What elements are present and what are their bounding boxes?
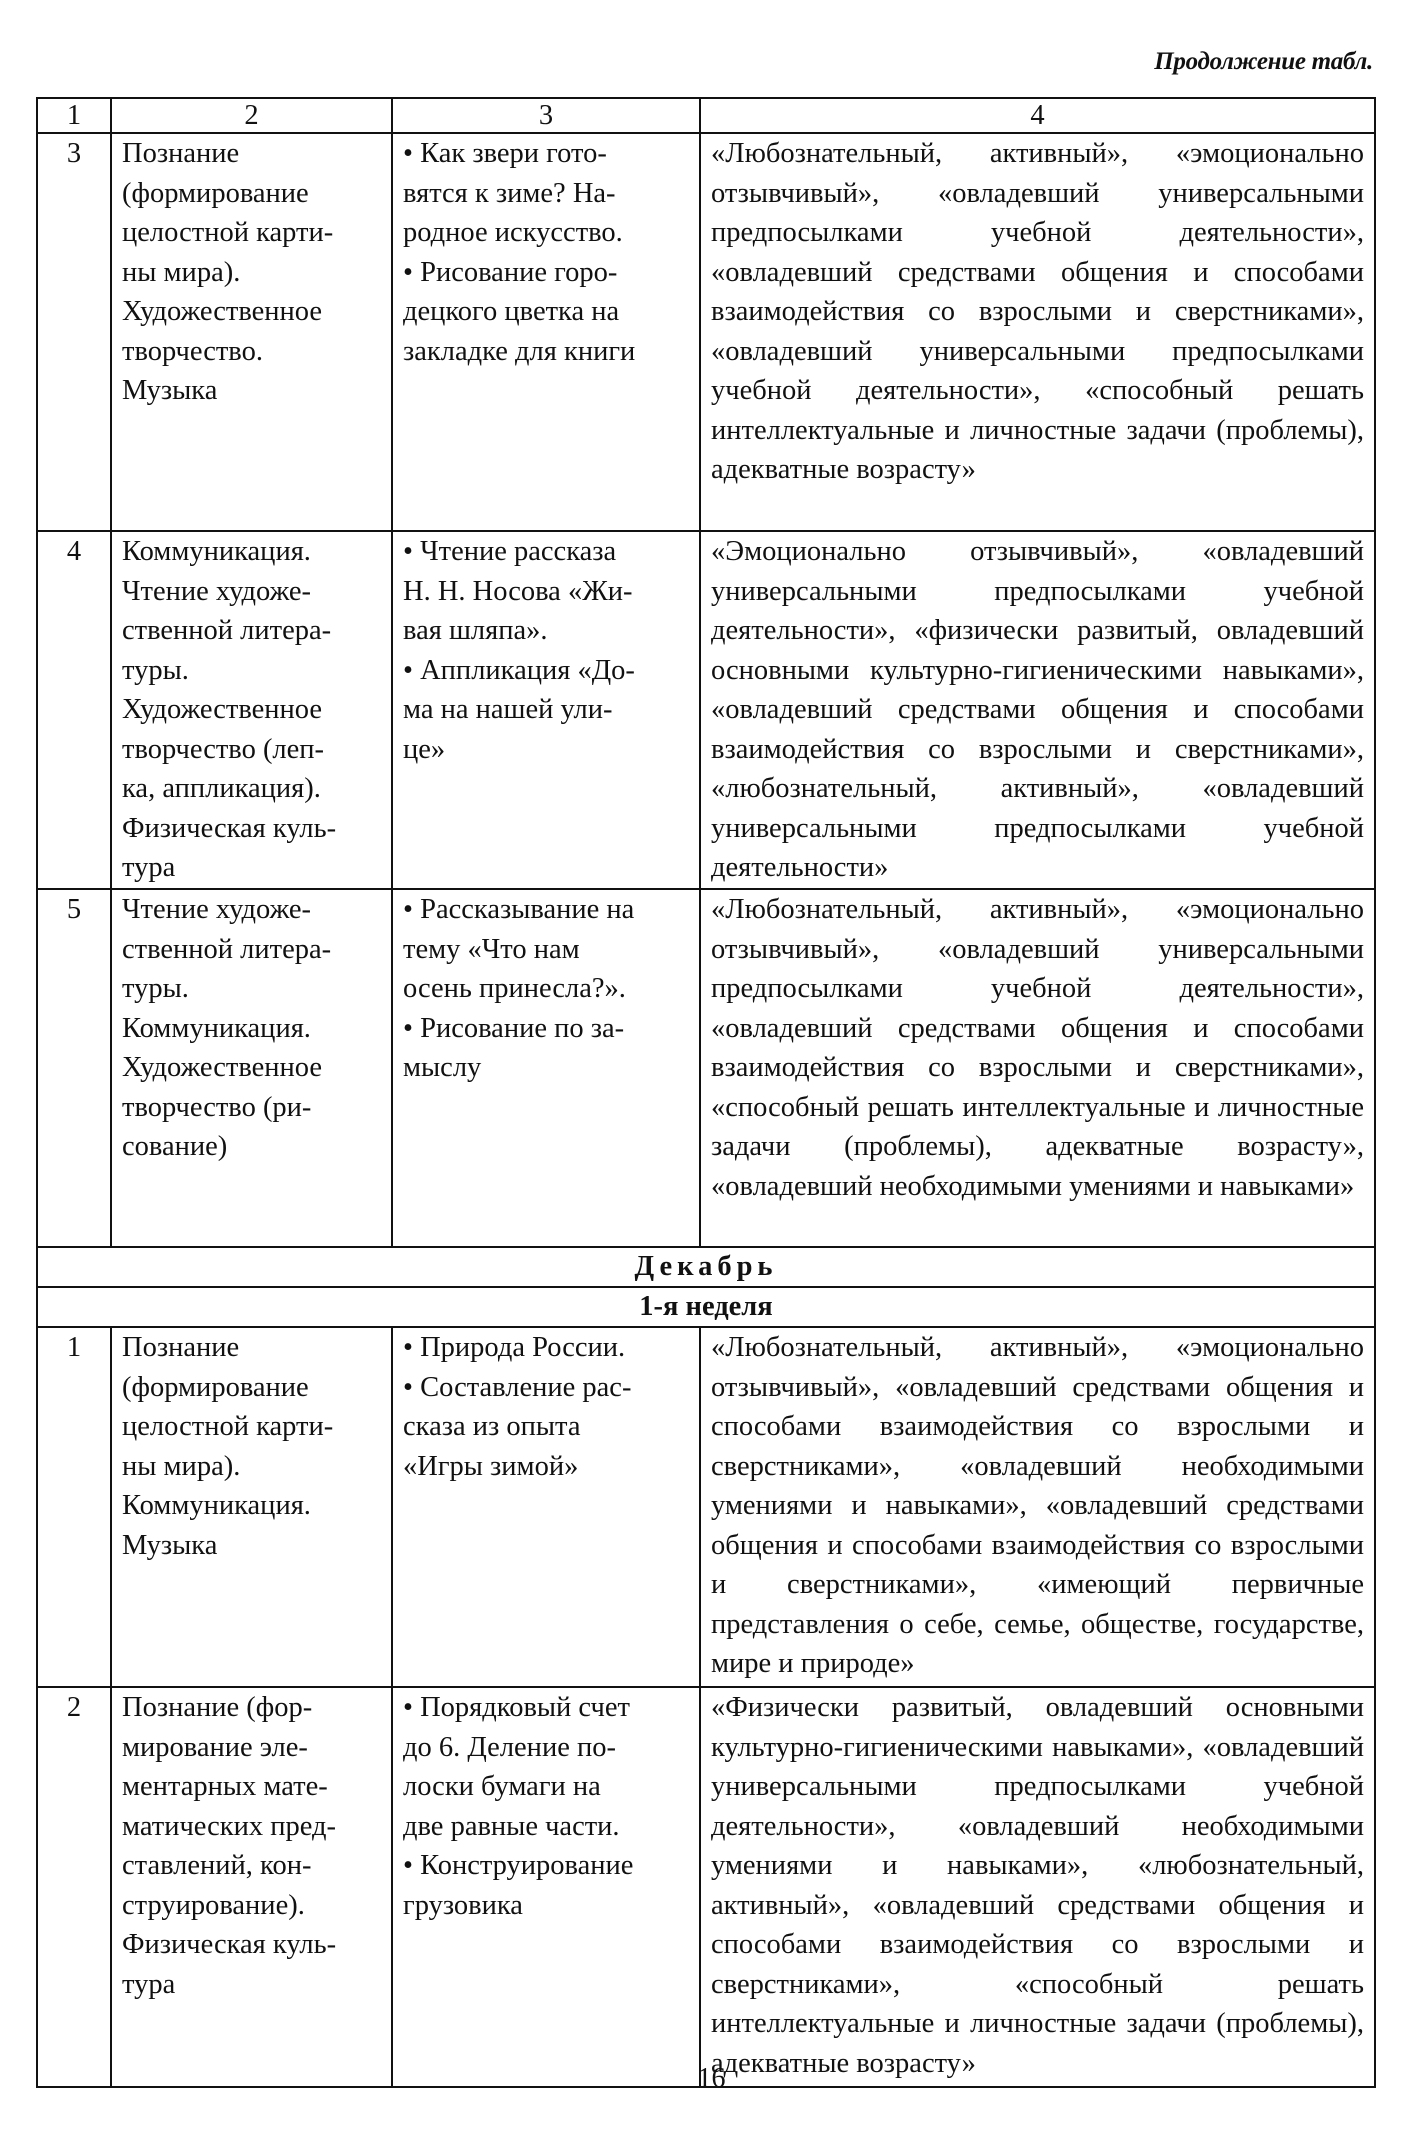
table-row: [37, 889, 1375, 1247]
integrative-qualities-cell: «Физически развитый, овладевший основными культурно-гигиеническими навыками», «овладевший универсальными предпосылками учебной деятельности», «овладевший необходимыми умениями и навыками», «любознательный, активный», «овладевший средствами общения и способами взаимодействия со взрослыми и сверстниками», «способный решать интеллектуальные и личностные задачи (проблемы), адекватные возрасту»: [700, 1687, 1375, 2087]
week-heading: 1-я неделя: [37, 1287, 1375, 1327]
continuation-label: Продолжение табл.: [1154, 48, 1373, 75]
area-line: ственной литера-: [122, 933, 332, 965]
activity-line: • Рисование по за-: [403, 1012, 625, 1044]
area-line: Физическая куль-: [122, 812, 337, 844]
row-number: 2: [37, 1687, 111, 2087]
educational-areas-cell: [111, 1687, 392, 2087]
activity-line: • Порядковый счет: [403, 1692, 630, 1723]
area-line: мирование эле-: [122, 1731, 308, 1763]
area-line: ставлений, кон-: [122, 1850, 312, 1881]
activity-line: вятся к зиме? На-: [403, 177, 616, 209]
area-line: (формирование: [122, 177, 309, 209]
area-line: Коммуникация.: [122, 1012, 311, 1044]
educational-areas-cell: [111, 889, 392, 1247]
area-line: Художественное: [122, 1052, 323, 1083]
activity-line: грузовика: [403, 1889, 523, 1921]
column-header-1: 1: [37, 98, 111, 133]
area-line: (формирование: [122, 1371, 309, 1403]
activities-cell: [392, 1687, 700, 2087]
activity-line: • Аппликация «До-: [403, 654, 635, 686]
activity-line: мыслу: [403, 1052, 482, 1083]
activity-line: • Конструирование: [403, 1850, 634, 1881]
area-line: ка, аппликация).: [122, 773, 321, 804]
area-line: Чтение художе-: [122, 894, 312, 925]
activity-line: це»: [403, 733, 446, 765]
column-number-header: [37, 98, 1375, 133]
column-header-4: 4: [700, 98, 1375, 133]
table-row: [37, 531, 1375, 889]
month-heading: Декабрь: [37, 1247, 1375, 1287]
activity-line: • Рассказывание на: [403, 894, 635, 925]
activity-line: • Рисование горо-: [403, 256, 618, 288]
week-heading-row: [37, 1287, 1375, 1327]
area-line: матических пред-: [122, 1810, 337, 1842]
activity-line: Н. Н. Носова «Жи-: [403, 575, 633, 607]
educational-areas-cell: [111, 1327, 392, 1687]
row-number: 4: [37, 531, 111, 889]
integrative-qualities-cell: «Эмоционально отзывчивый», «овладевший универсальными предпосылками учебной деятельности», «физически развитый, овладевший основными культурно-гигиеническими навыками», «овладевший средствами общения и способами взаимодействия со взрослыми и сверстниками», «любознательный, активный», «овладевший универсальными предпосылками учебной деятельности»: [700, 531, 1375, 889]
area-line: Коммуникация.: [122, 536, 311, 567]
area-line: Художественное: [122, 296, 323, 327]
area-line: Музыка: [122, 1529, 218, 1561]
activity-line: «Игры зимой»: [403, 1450, 579, 1482]
integrative-qualities-cell: «Любознательный, активный», «эмоционально отзывчивый», «овладевший средствами общения и способами взаимодействия со взрослыми и сверстниками», «овладевший необходимыми умениями и навыками», «овладевший средствами общения и способами взаимодействия со взрослыми и сверстниками», «имеющий первичные представления о себе, семье, обществе, государстве, мире и природе»: [700, 1327, 1375, 1687]
area-line: сование): [122, 1131, 228, 1162]
area-line: Познание (фор-: [122, 1692, 313, 1723]
area-line: Познание: [122, 138, 240, 169]
area-line: Физическая куль-: [122, 1929, 337, 1960]
activity-line: родное искусство.: [403, 217, 623, 248]
area-line: творчество (леп-: [122, 733, 325, 765]
activity-line: вая шляпа».: [403, 615, 548, 646]
page-number: 16: [697, 2063, 726, 2094]
educational-areas-cell: [111, 531, 392, 889]
area-line: туры.: [122, 973, 189, 1004]
column-header-2: 2: [111, 98, 392, 133]
activities-cell: [392, 531, 700, 889]
activity-line: осень принесла?».: [403, 973, 626, 1004]
area-line: Музыка: [122, 375, 218, 406]
row-number: 3: [37, 133, 111, 531]
area-line: Коммуникация.: [122, 1490, 311, 1521]
activities-cell: [392, 133, 700, 531]
area-line: творчество (ри-: [122, 1091, 312, 1123]
area-line: Познание: [122, 1332, 240, 1363]
area-line: тура: [122, 1968, 176, 2000]
area-line: ны мира).: [122, 256, 241, 288]
column-header-3: 3: [392, 98, 700, 133]
integrative-qualities-cell: «Любознательный, активный», «эмоционально отзывчивый», «овладевший универсальными предпосылками учебной деятельности», «овладевший средствами общения и способами взаимодействия со взрослыми и сверстниками», «овладевший универсальными предпосылками учебной деятельности», «способный решать интеллектуальные и личностные задачи (проблемы), адекватные возрасту»: [700, 133, 1375, 531]
activity-line: децкого цветка на: [403, 296, 620, 327]
activity-line: две равные части.: [403, 1810, 620, 1842]
table-row: [37, 133, 1375, 531]
month-heading-row: [37, 1247, 1375, 1287]
area-line: туры.: [122, 654, 189, 686]
activity-line: • Как звери гото-: [403, 138, 607, 169]
activity-line: ма на нашей ули-: [403, 694, 613, 725]
activity-line: лоски бумаги на: [403, 1771, 601, 1802]
row-number: 1: [37, 1327, 111, 1687]
table-row: [37, 1327, 1375, 1687]
activity-line: • Составление рас-: [403, 1371, 632, 1403]
activity-line: сказа из опыта: [403, 1411, 581, 1442]
area-line: ны мира).: [122, 1450, 241, 1482]
activity-line: • Природа России.: [403, 1332, 626, 1363]
activity-line: • Чтение рассказа: [403, 536, 617, 567]
activity-line: закладке для книги: [403, 335, 636, 367]
area-line: Художественное: [122, 694, 323, 725]
row-number: 5: [37, 889, 111, 1247]
area-line: целостной карти-: [122, 1411, 334, 1442]
activities-cell: [392, 889, 700, 1247]
activity-line: до 6. Деление по-: [403, 1731, 616, 1763]
activities-cell: [392, 1327, 700, 1687]
activity-line: тему «Что нам: [403, 933, 580, 965]
area-line: струирование).: [122, 1889, 305, 1921]
integrative-qualities-cell: «Любознательный, активный», «эмоционально отзывчивый», «овладевший универсальными предпосылками учебной деятельности», «овладевший средствами общения и способами взаимодействия со взрослыми и сверстниками», «способный решать интеллектуальные и личностные задачи (проблемы), адекватные возрасту», «овладевший необходимыми умениями и навыками»: [700, 889, 1375, 1247]
area-line: ственной литера-: [122, 615, 332, 646]
area-line: творчество.: [122, 335, 263, 367]
area-line: целостной карти-: [122, 217, 334, 248]
table-row: [37, 1687, 1375, 2087]
area-line: ментарных мате-: [122, 1771, 328, 1802]
lesson-plan-table: [36, 97, 1376, 2088]
area-line: Чтение художе-: [122, 575, 312, 607]
area-line: тура: [122, 852, 176, 883]
educational-areas-cell: [111, 133, 392, 531]
